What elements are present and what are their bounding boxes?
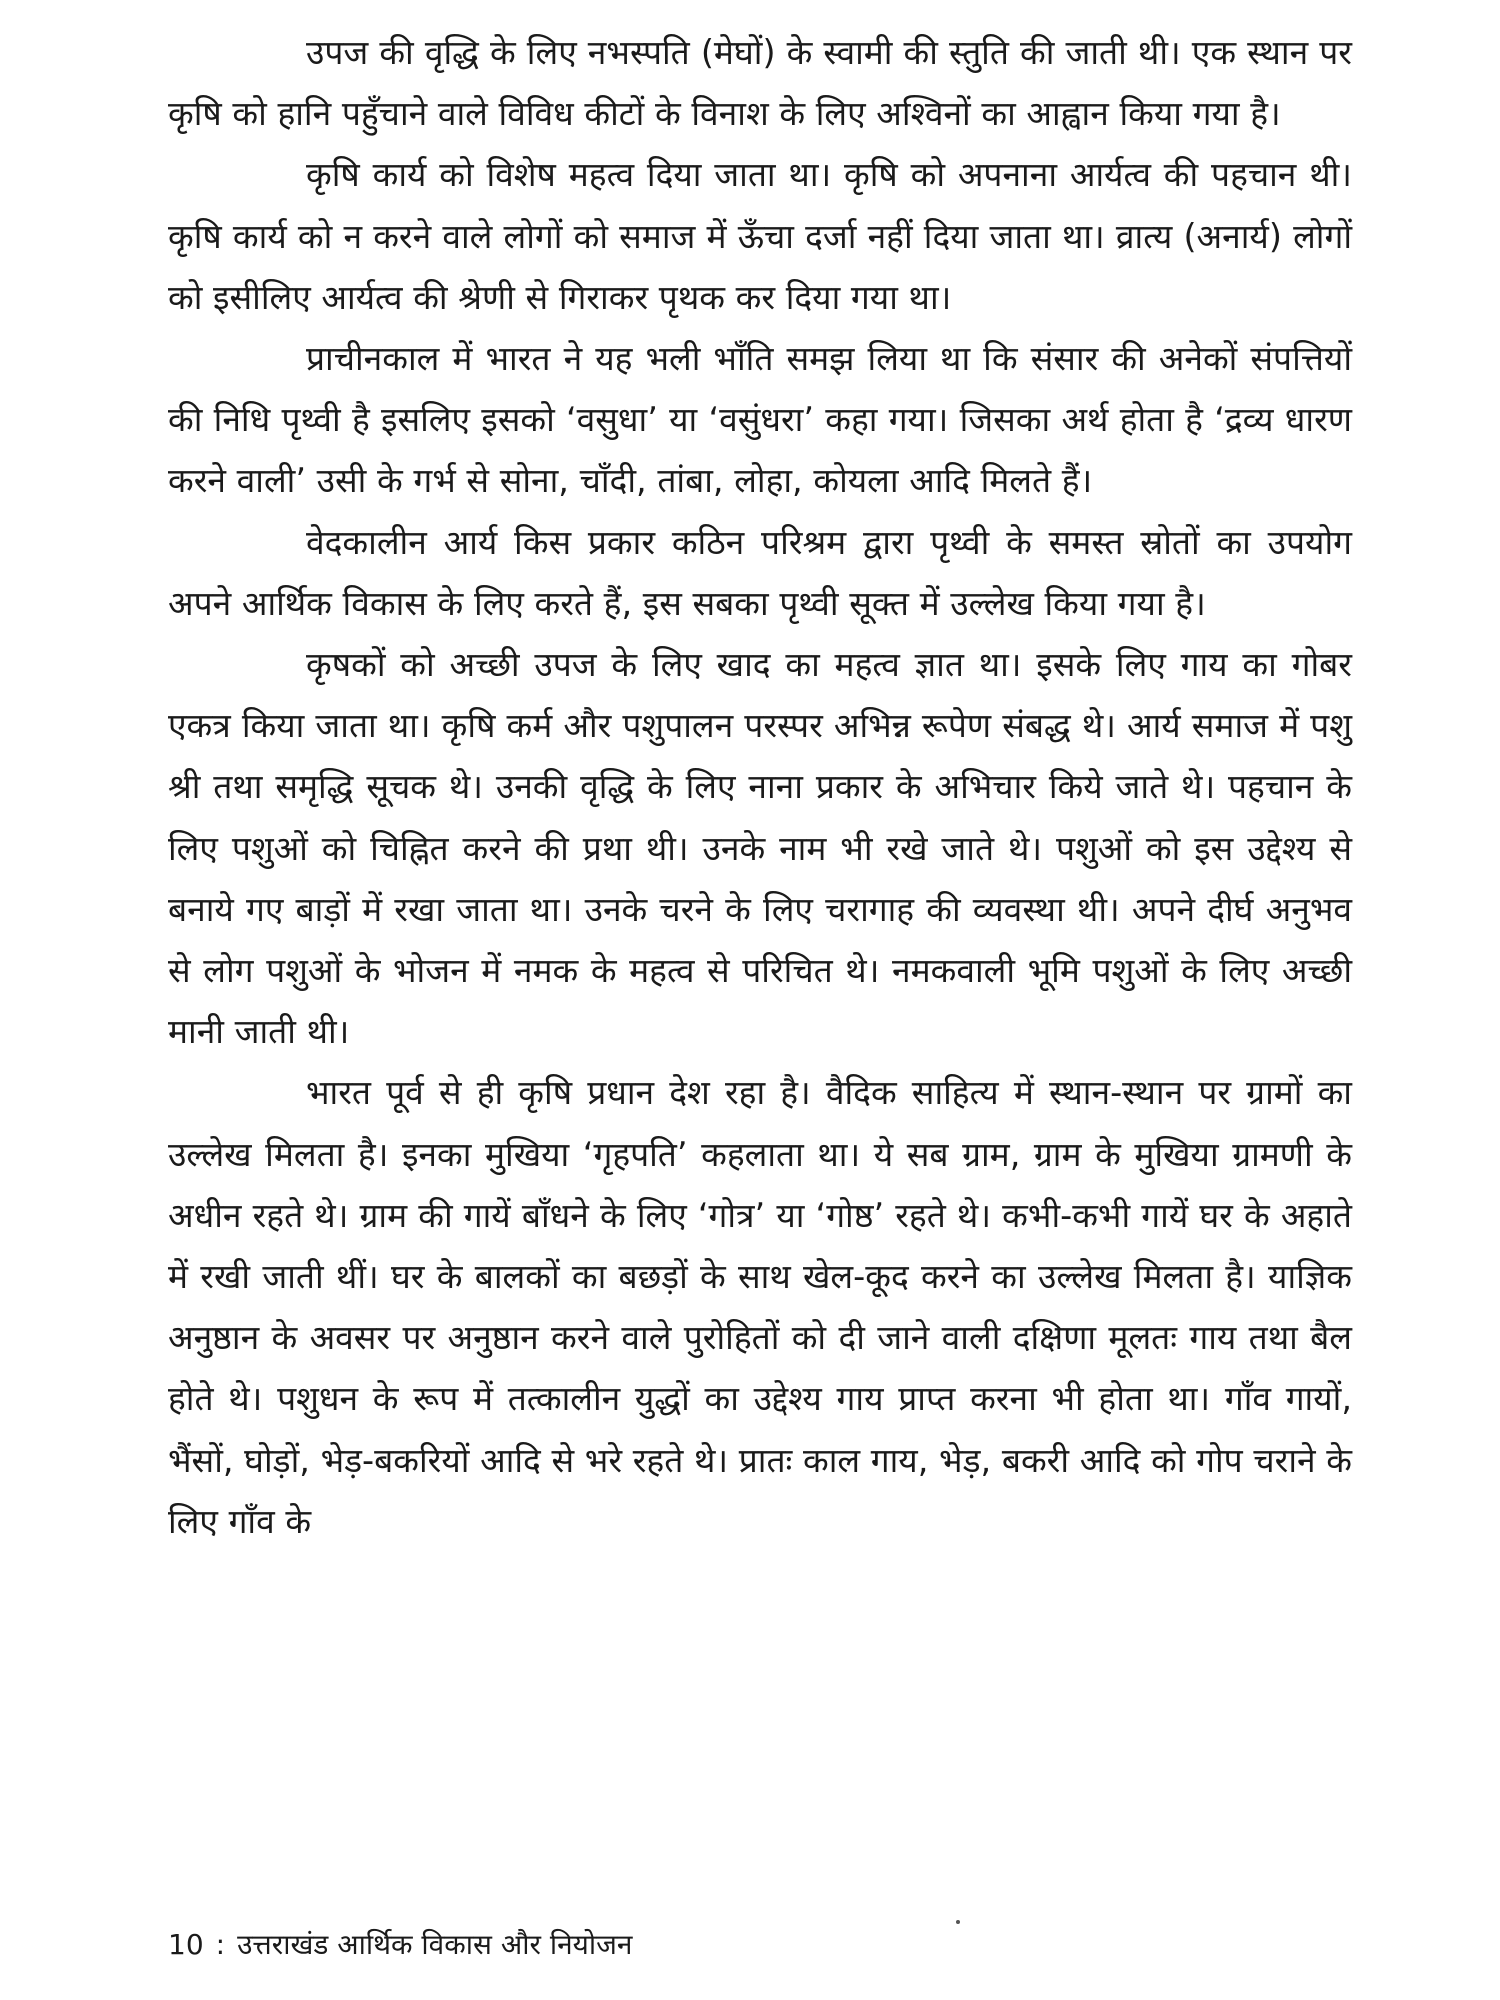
paragraph-agriculture-importance: कृषि कार्य को विशेष महत्व दिया जाता था। कृषि को अपनाना आर्यत्व की पहचान थी। कृषि कार्य को न करने वाले लोगों को समाज में ऊँचा दर्जा नहीं दिया जाता था। व्रात्य (अनार्य) लोगों को इसीलिए आर्यत्व की श्रेणी से गिराकर पृथक कर दिया गया था। <box>168 155 1352 317</box>
book-title: उत्तराखंड आर्थिक विकास और नियोजन <box>237 1928 633 1961</box>
paragraph-prithvi-sukta: वेदकालीन आर्य किस प्रकार कठिन परिश्रम द्वारा पृथ्वी के समस्त स्रोतों का उपयोग अपने आर्थिक विकास के लिए करते हैं, इस सबका पृथ्वी सूक्त में उल्लेख किया गया है। <box>168 522 1352 623</box>
body-text <box>168 22 1352 1552</box>
paragraph-crop-growth: उपज की वृद्धि के लिए नभस्पति (मेघों) के स्वामी की स्तुति की जाती थी। एक स्थान पर कृषि को हानि पहुँचाने वाले विविध कीटों के विनाश के लिए अश्विनों का आह्वान किया गया है। <box>168 33 1352 134</box>
page-number: 10 <box>168 1928 204 1961</box>
scan-speck <box>956 1920 960 1924</box>
paragraph-villages-cattle: भारत पूर्व से ही कृषि प्रधान देश रहा है। वैदिक साहित्य में स्थान-स्थान पर ग्रामों का उल्लेख मिलता है। इनका मुखिया ‘गृहपति’ कहलाता था। ये सब ग्राम, ग्राम के मुखिया ग्रामणी के अधीन रहते थे। ग्राम की गायें बाँधने के लिए ‘गोत्र’ या ‘गोष्ठ’ रहते थे। कभी-कभी गायें घर के अहाते में रखी जाती थीं। घर के बालकों का बछड़ों के साथ खेल-कूद करने का उल्लेख मिलता है। याज्ञिक अनुष्ठान के अवसर पर अनुष्ठान करने वाले पुरोहितों को दी जाने वाली दक्षिणा मूलतः गाय तथा बैल होते थे। पशुधन के रूप में तत्कालीन युद्धों का उद्देश्य गाय प्राप्त करना भी होता था। गाँव गायों, भैंसों, घोड़ों, भेड़-बकरियों आदि से भरे रहते थे। प्रातः काल गाय, भेड़, बकरी आदि को गोप चराने के लिए गाँव के <box>168 1073 1352 1541</box>
footer-separator: : <box>215 1928 226 1961</box>
paragraph-vasudha: प्राचीनकाल में भारत ने यह भली भाँति समझ लिया था कि संसार की अनेकों संपत्तियों की निधि पृथ्वी है इसलिए इसको ‘वसुधा’ या ‘वसुंधरा’ कहा गया। जिसका अर्थ होता है ‘द्रव्य धारण करने वाली’ उसी के गर्भ से सोना, चाँदी, तांबा, लोहा, कोयला आदि मिलते हैं। <box>168 339 1352 501</box>
page-footer <box>168 1925 632 1965</box>
paragraph-manure-livestock: कृषकों को अच्छी उपज के लिए खाद का महत्व ज्ञात था। इसके लिए गाय का गोबर एकत्र किया जाता था। कृषि कर्म और पशुपालन परस्पर अभिन्न रूपेण संबद्ध थे। आर्य समाज में पशु श्री तथा समृद्धि सूचक थे। उनकी वृद्धि के लिए नाना प्रकार के अभिचार किये जाते थे। पहचान के लिए पशुओं को चिह्नित करने की प्रथा थी। उनके नाम भी रखे जाते थे। पशुओं को इस उद्देश्य से बनाये गए बाड़ों में रखा जाता था। उनके चरने के लिए चरागाह की व्यवस्था थी। अपने दीर्घ अनुभव से लोग पशुओं के भोजन में नमक के महत्व से परिचित थे। नमकवाली भूमि पशुओं के लिए अच्छी मानी जाती थी। <box>168 645 1352 1052</box>
